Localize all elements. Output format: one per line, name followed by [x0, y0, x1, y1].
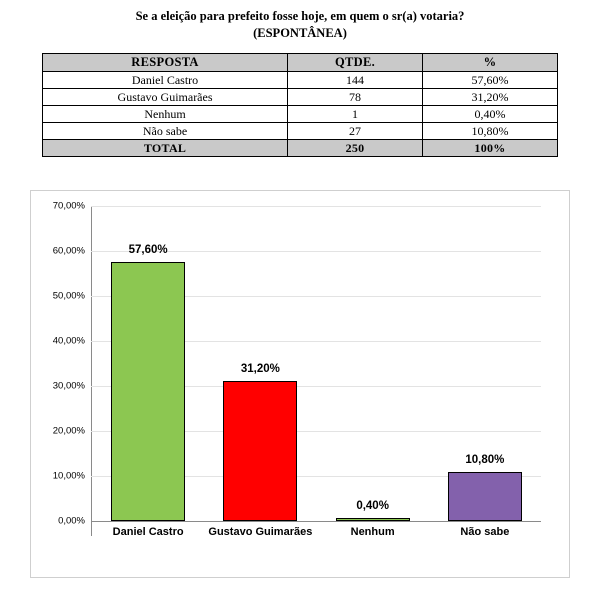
- page-title-line-1: Se a eleição para prefeito fosse hoje, em quem o sr(a) votaria?: [135, 9, 465, 23]
- column-header-percent: %: [423, 54, 558, 72]
- y-axis-tick-label: 20,00%: [52, 425, 85, 437]
- column-header-resposta: RESPOSTA: [43, 54, 288, 72]
- column-header-qtde: QTDE.: [288, 54, 423, 72]
- cell-percent: 10,80%: [423, 123, 558, 140]
- gridline: [91, 521, 541, 522]
- bar-slot: [317, 206, 429, 521]
- cell-percent: 57,60%: [423, 72, 558, 89]
- y-axis-tick-label: 40,00%: [52, 335, 85, 347]
- bar-slot: [429, 206, 541, 521]
- y-axis-tick-label: 60,00%: [52, 245, 85, 257]
- bar[interactable]: [336, 518, 410, 521]
- x-axis-tick-label: Daniel Castro: [112, 526, 184, 538]
- page-title: [0, 0, 600, 42]
- cell-qtde: 78: [288, 89, 423, 106]
- table-total-row: [43, 140, 558, 157]
- cell-resposta: Nenhum: [43, 106, 288, 123]
- cell-resposta: Não sabe: [43, 123, 288, 140]
- y-axis-tick-label: 10,00%: [52, 470, 85, 482]
- x-axis-tick-label: Nenhum: [350, 526, 395, 538]
- bar-value-label: 31,20%: [240, 362, 280, 375]
- cell-resposta: Daniel Castro: [43, 72, 288, 89]
- x-axis-labels: [92, 526, 541, 546]
- table-row: [43, 106, 558, 123]
- bar-value-label: 57,60%: [128, 243, 168, 256]
- bar-value-label: 0,40%: [356, 500, 389, 512]
- poll-table-wrapper: [42, 53, 558, 157]
- y-axis-tick-label: 0,00%: [58, 515, 85, 527]
- cell-percent: 31,20%: [423, 89, 558, 106]
- cell-resposta: Gustavo Guimarães: [43, 89, 288, 106]
- bar-slot: [204, 206, 316, 521]
- y-axis-tick-label: 70,00%: [52, 200, 85, 212]
- bar[interactable]: [223, 381, 297, 521]
- cell-total-label: TOTAL: [43, 140, 288, 157]
- cell-qtde: 27: [288, 123, 423, 140]
- bar-slot: [92, 206, 204, 521]
- x-axis-tick-label: Gustavo Guimarães: [208, 526, 313, 538]
- table-header-row: [43, 54, 558, 72]
- chart-plot-area: [52, 200, 541, 538]
- page-title-line-2: (ESPONTÂNEA): [253, 26, 347, 40]
- bar[interactable]: [111, 262, 185, 521]
- y-axis-tick-label: 50,00%: [52, 290, 85, 302]
- cell-total-percent: 100%: [423, 140, 558, 157]
- bar-series: [92, 206, 541, 521]
- x-axis-tick-label: Não sabe: [460, 526, 510, 538]
- y-axis-tick-label: 30,00%: [52, 380, 85, 392]
- table-row: [43, 89, 558, 106]
- bar-value-label: 10,80%: [465, 454, 505, 467]
- cell-qtde: 1: [288, 106, 423, 123]
- bar-chart: [30, 190, 570, 578]
- table-row: [43, 72, 558, 89]
- poll-table: [42, 53, 558, 157]
- cell-percent: 0,40%: [423, 106, 558, 123]
- cell-total-qtde: 250: [288, 140, 423, 157]
- table-row: [43, 123, 558, 140]
- cell-qtde: 144: [288, 72, 423, 89]
- bar[interactable]: [448, 472, 522, 521]
